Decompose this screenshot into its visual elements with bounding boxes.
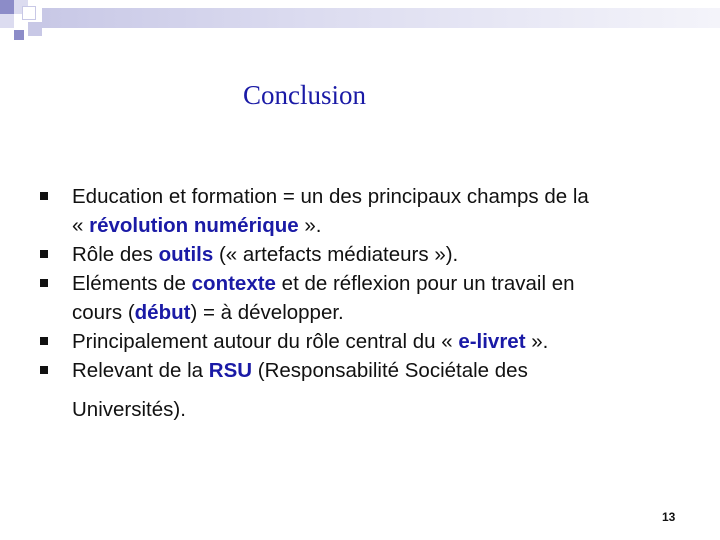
highlight-term: révolution numérique <box>89 214 299 237</box>
bullet-text: Relevant de la RSU (Responsabilité Sociétale des <box>72 359 528 382</box>
deco-square <box>14 30 24 40</box>
bullet-text: Rôle des outils (« artefacts médiateurs »). <box>72 243 459 266</box>
bullet-text: Education et formation = un des principaux champs de la <box>72 185 589 208</box>
bullet-item <box>38 182 698 240</box>
highlight-term: outils <box>158 243 214 266</box>
highlight-term: e-livret <box>458 330 526 353</box>
bullet-text: cours (début) = à développer. <box>72 301 344 324</box>
page-number: 13 <box>662 510 676 524</box>
slide-title: Conclusion <box>243 80 367 110</box>
square-bullet-icon <box>40 337 48 345</box>
highlight-term: début <box>134 301 191 324</box>
bullet-item <box>38 240 698 269</box>
deco-gradient-bar <box>42 8 720 28</box>
square-bullet-icon <box>40 192 48 200</box>
deco-square <box>22 6 36 20</box>
deco-square <box>0 0 14 14</box>
deco-square <box>0 14 14 28</box>
bullet-item <box>38 269 698 327</box>
bullet-text: « révolution numérique ». <box>72 214 322 237</box>
bullet-text: Universités). <box>72 398 186 421</box>
bullet-item <box>38 356 698 424</box>
highlight-term: contexte <box>191 272 276 295</box>
bullet-list <box>38 182 698 424</box>
highlight-term: RSU <box>208 359 253 382</box>
bullet-text: Principalement autour du rôle central du « e-livret ». <box>72 330 549 353</box>
square-bullet-icon <box>40 250 48 258</box>
square-bullet-icon <box>40 279 48 287</box>
square-bullet-icon <box>40 366 48 374</box>
bullet-item <box>38 327 698 356</box>
decorative-header <box>0 0 720 50</box>
deco-square <box>28 22 42 36</box>
bullet-text: Eléments de contexte et de réflexion pour un travail en <box>72 272 575 295</box>
